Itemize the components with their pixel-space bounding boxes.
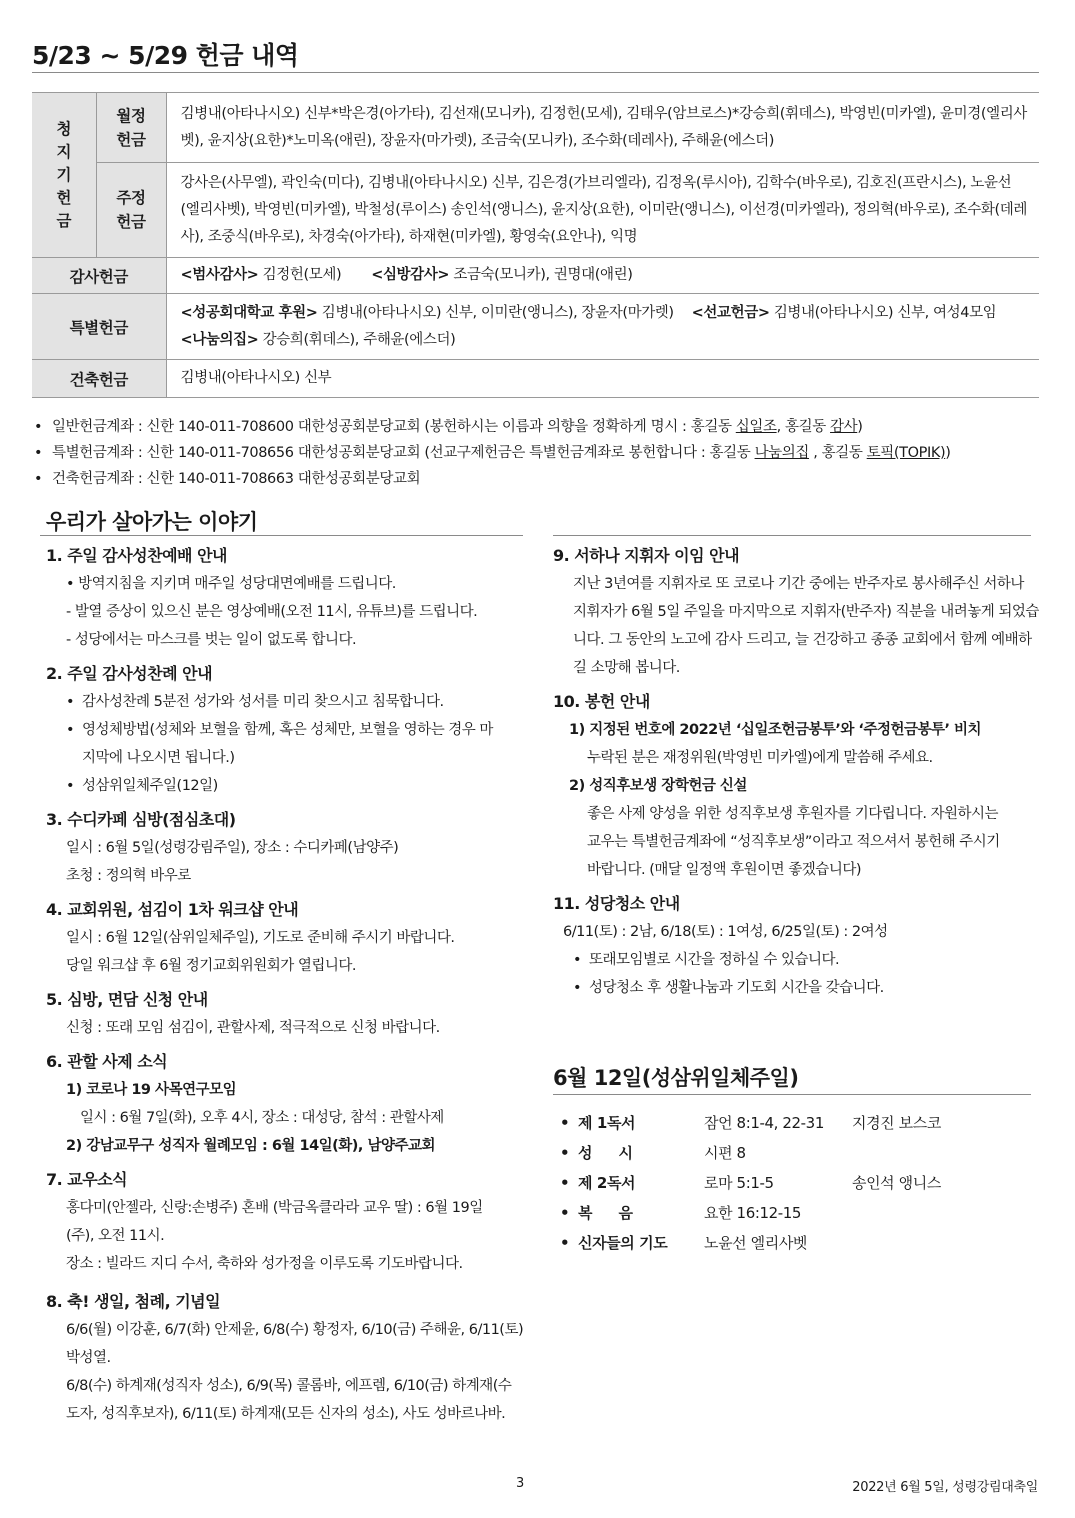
section-9-line: 길 소망해 봅니다. xyxy=(573,660,680,676)
section-10-title: 10. 봉헌 안내 xyxy=(553,692,650,711)
reading-row: • 신자들의 기도 노윤선 엘리사벳 xyxy=(558,1228,998,1258)
building-offering-names: 김병내(아타나시오) 신부 xyxy=(166,360,1039,398)
section-3-line: 일시 : 6월 5일(성령강림주일), 장소 : 수디카페(남양주) xyxy=(66,840,399,856)
section-10-line: 교우는 특별헌금계좌에 “성직후보생”이라고 적으셔서 봉헌해 주시기 xyxy=(587,834,1000,850)
thanks-label: 감사헌금 xyxy=(32,258,166,294)
section-10-line: 바랍니다. (매달 일정액 후원이면 좋겠습니다) xyxy=(587,862,861,878)
june-readings-title: 6월 12일(성삼위일체주일) xyxy=(553,1066,799,1090)
section-9-line: 니다. 그 동안의 노고에 감사 드리고, 늘 건강하고 종종 교회에서 함께 예배하 xyxy=(573,632,1032,648)
section-9-title: 9. 서하나 지휘자 이임 안내 xyxy=(553,546,740,565)
section-4-line: 당일 워크샵 후 6월 정기교회위원회가 열립니다. xyxy=(66,958,357,974)
general-account: • 일반헌금계좌 : 신한 140-011-708600 대한성공회분당교회 (봉헌하시는 이름과 의향을 정확하게 명시 : 홍길동 십일조, 홍길동 감사) xyxy=(32,414,1042,440)
section-5-title: 5. 심방, 면담 신청 안내 xyxy=(46,990,208,1009)
section-11-line: 6/11(토) : 2남, 6/18(토) : 1여성, 6/25일(토) : 2여성 xyxy=(563,924,888,940)
section-10-line: 누락된 분은 재정위원(박영빈 미카엘)에게 말씀해 주세요. xyxy=(587,750,933,766)
offering-table xyxy=(32,92,1039,398)
section-10-subtitle: 1) 지정된 번호에 2022년 ‘십일조헌금봉투’와 ‘주정헌금봉투’ 비치 xyxy=(569,722,982,738)
title-divider xyxy=(32,72,1039,73)
weekly-offering-names: 강사은(사무엘), 곽인숙(미다), 김병내(아타나시오) 신부, 김은경(가브리엘라), 김정옥(루시아), 김학수(바우로), 김호진(프란시스), 노윤선(엘리사벳), 박영빈(미카엘), 박철성(루이스) 송인석(앵니스), 윤지상(요한), 이미란(앵니스), 이선경(미카엘라), 정의혁(바우로), 조수화(데레사), 조중식(바우로), 차경숙(아가타), 하재현(미카엘), 황영숙(요안나), 익명 xyxy=(166,163,1039,258)
section-8-line: 6/8(수) 하계재(성직자 성소), 6/9(목) 콜롬바, 에프렘, 6/10(금) 하계재(수 xyxy=(66,1378,512,1394)
right-column xyxy=(553,542,1043,1002)
section-2-item: • 감사성찬례 5분전 성가와 성서를 미리 찾으시고 침묵합니다. xyxy=(46,688,536,716)
section-9-line: 지휘자가 6월 5일 주일을 마지막으로 지휘자(반주자) 직분을 내려놓게 되었습 xyxy=(573,604,1039,620)
section-6-title: 6. 관할 사제 소식 xyxy=(46,1052,168,1071)
footer-date: 2022년 6월 5일, 성령강림대축일 xyxy=(852,1480,1038,1495)
section-8-line: 도자, 성직후보자), 6/11(토) 하계재(모든 신자의 성소), 사도 성바르나바. xyxy=(66,1406,506,1422)
reading-row: • 성시 시편 8 xyxy=(558,1138,998,1168)
page-number: 3 xyxy=(516,1476,525,1491)
section-10-line: 좋은 사제 양성을 위한 성직후보생 후원자를 기다립니다. 자원하시는 xyxy=(587,806,999,822)
section-8-title: 8. 축! 생일, 첨례, 기념일 xyxy=(46,1292,221,1311)
left-column xyxy=(46,542,536,1428)
stories-title: 우리가 살아가는 이야기 xyxy=(46,510,258,534)
section-5-line: 신청 : 또래 모임 섬김이, 관할사제, 적극적으로 신청 바랍니다. xyxy=(66,1020,440,1036)
tithe-label: 청 지 기 헌 금 xyxy=(32,93,96,258)
building-label: 건축헌금 xyxy=(32,360,166,398)
section-6-subtitle: 1) 코로나 19 사목연구모임 xyxy=(66,1082,237,1098)
section-9-line: 지난 3년여를 지휘자로 또 코로나 기간 중에는 반주자로 봉사해주신 서하나 xyxy=(573,576,1024,592)
thanks-offering-names: <범사감사> 김정헌(모세) <심방감사> 조금숙(모니카), 권명대(애린) xyxy=(166,258,1039,294)
section-8-line: 박성열. xyxy=(66,1350,111,1366)
section-6-line: 일시 : 6월 7일(화), 오후 4시, 장소 : 대성당, 참석 : 관할사제 xyxy=(80,1110,444,1126)
special-account: • 특별헌금계좌 : 신한 140-011-708656 대한성공회분당교회 (선교구제헌금은 특별헌금계좌로 봉헌합니다 : 홍길동 나눔의집 , 홍길동 토픽(TOPIK)) xyxy=(32,440,1042,466)
stories-divider xyxy=(40,535,523,536)
section-2-item: • 영성체방법(성체와 보혈을 함께, 혹은 성체만, 보혈을 영하는 경우 마 xyxy=(46,716,536,744)
monthly-label: 월정 헌금 xyxy=(96,93,166,163)
section-3-line: 초청 : 정의혁 바우로 xyxy=(66,868,191,884)
reading-row: • 제 1독서 잠언 8:1-4, 22-31 지경진 보스코 xyxy=(558,1108,998,1138)
reading-row: • 제 2독서 로마 5:1-5 송인석 앵니스 xyxy=(558,1168,998,1198)
section-11-item: • 성당청소 후 생활나눔과 기도회 시간을 갖습니다. xyxy=(553,974,1043,1002)
monthly-offering-names: 김병내(아타나시오) 신부*박은경(아가타), 김선재(모니카), 김정헌(모세), 김태우(암브로스)*강승희(휘데스), 박영빈(미카엘), 윤미경(엘리사벳), 윤지상(요한)*노미옥(애린), 장윤자(마가렛), 조금숙(모니카), 조수화(데레사), 주해윤(에스더) xyxy=(166,93,1039,163)
readings-list xyxy=(558,1108,998,1258)
section-1-title: 1. 주일 감사성찬예배 안내 xyxy=(46,546,227,565)
reading-row: • 복음 요한 16:12-15 xyxy=(558,1198,998,1228)
special-offering-names: <성공회대학교 후원> 김병내(아타나시오) 신부, 이미란(앵니스), 장윤자(마가렛) <선교헌금> 김병내(아타나시오) 신부, 여성4모임 <나눔의집> 강승희(휘데스), 주해윤(에스더) xyxy=(166,294,1039,360)
section-2-title: 2. 주일 감사성찬례 안내 xyxy=(46,664,213,683)
special-label: 특별헌금 xyxy=(32,294,166,360)
section-2-item: • 성삼위일체주일(12일) xyxy=(46,772,536,800)
stories-divider-right xyxy=(553,535,1031,536)
section-4-title: 4. 교회위원, 섬김이 1차 워크샵 안내 xyxy=(46,900,299,919)
section-3-title: 3. 수디카페 심방(점심초대) xyxy=(46,810,236,829)
section-2-item-cont: 지막에 나오시면 됩니다.) xyxy=(82,750,235,766)
section-11-item: • 또래모임별로 시간을 정하실 수 있습니다. xyxy=(553,946,1043,974)
section-1-line: - 성당에서는 마스크를 벗는 일이 없도록 합니다. xyxy=(66,632,357,648)
section-6-subtitle: 2) 강남교무구 성직자 월례모임 : 6월 14일(화), 남양주교회 xyxy=(66,1138,436,1154)
section-7-title: 7. 교우소식 xyxy=(46,1170,128,1189)
section-10-subtitle: 2) 성직후보생 장학헌금 신설 xyxy=(569,778,747,794)
section-1-line: • 방역지침을 지키며 매주일 성당대면예배를 드립니다. xyxy=(66,576,396,592)
section-7-line: 홍다미(안젤라, 신랑:손병주) 혼배 (박금옥클라라 교우 딸) : 6월 19일 xyxy=(66,1200,483,1216)
section-1-line: - 발열 증상이 있으신 분은 영상예배(오전 11시, 유튜브)를 드립니다. xyxy=(66,604,478,620)
june-readings-divider xyxy=(553,1094,1031,1095)
page-title: 5/23 ~ 5/29 헌금 내역 xyxy=(32,41,299,70)
section-7-line: 장소 : 빌라드 지디 수서, 축하와 성가정을 이루도록 기도바랍니다. xyxy=(66,1256,463,1272)
section-11-title: 11. 성당청소 안내 xyxy=(553,894,680,913)
weekly-label: 주정 헌금 xyxy=(96,163,166,258)
section-8-line: 6/6(월) 이강훈, 6/7(화) 안제윤, 6/8(수) 황정자, 6/10(금) 주해윤, 6/11(토) xyxy=(66,1322,524,1338)
account-list xyxy=(32,414,1042,492)
section-7-line: (주), 오전 11시. xyxy=(66,1228,165,1244)
building-account: • 건축헌금계좌 : 신한 140-011-708663 대한성공회분당교회 xyxy=(32,466,1042,492)
section-4-line: 일시 : 6월 12일(삼위일체주일), 기도로 준비해 주시기 바랍니다. xyxy=(66,930,455,946)
